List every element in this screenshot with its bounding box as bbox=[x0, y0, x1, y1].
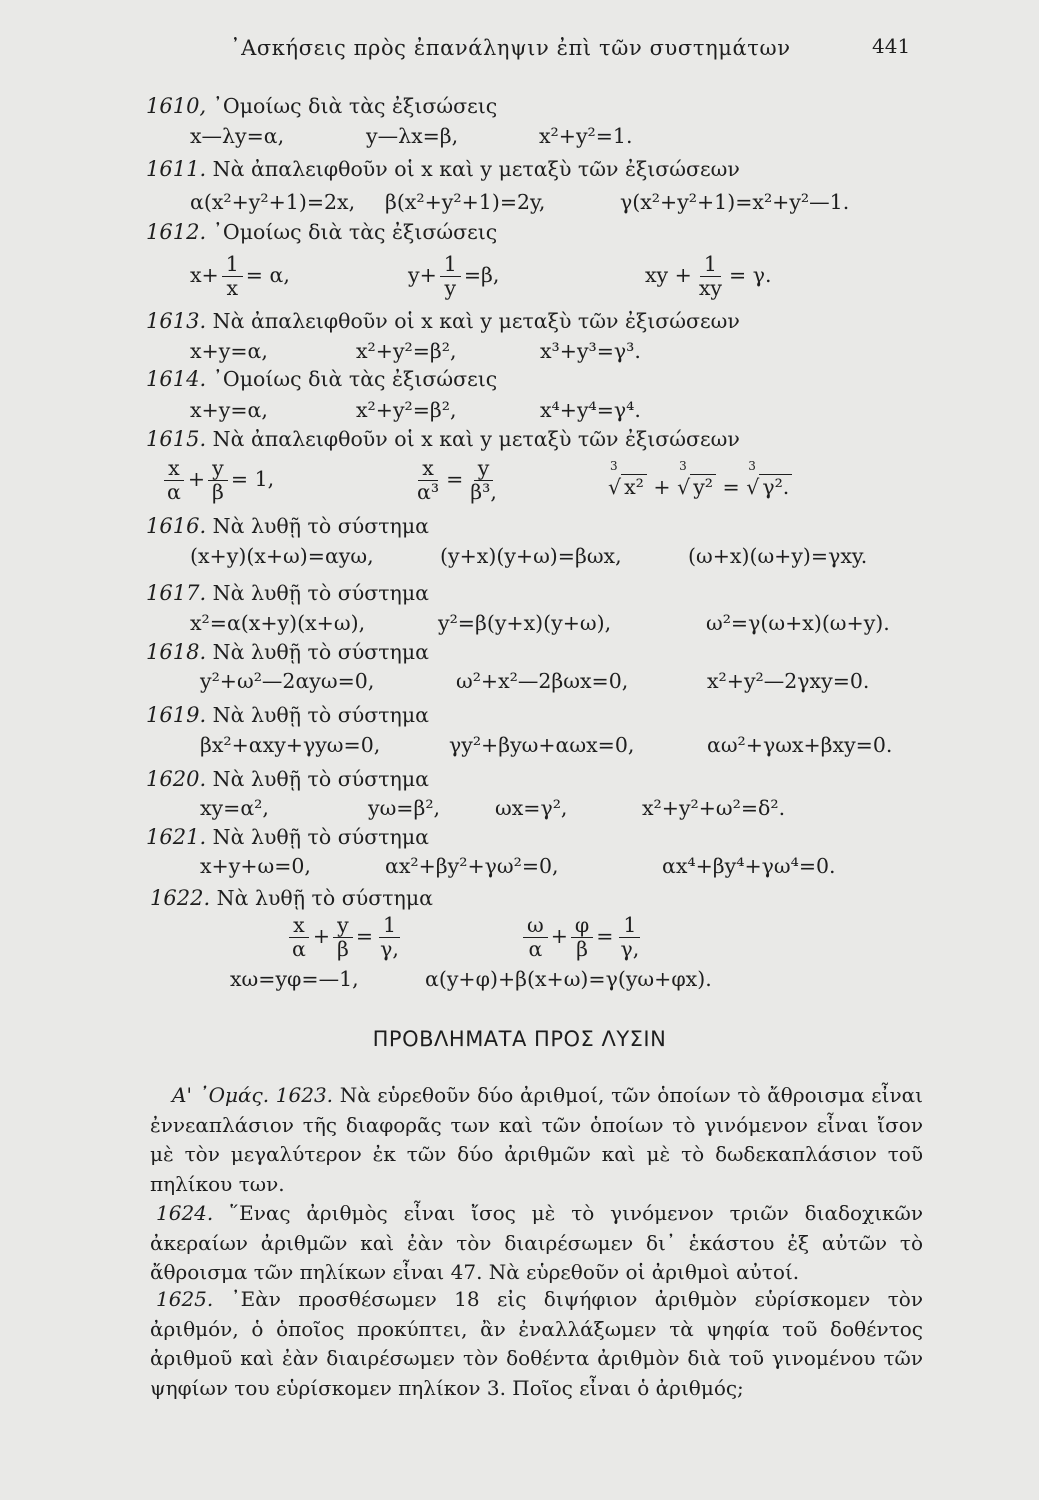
exercise-1615-statement bbox=[146, 427, 740, 451]
exercise-1612-statement bbox=[146, 220, 497, 244]
exercise-number: 1611. bbox=[146, 157, 207, 181]
exercise-1620-statement bbox=[146, 767, 429, 791]
equation: x+y=α, bbox=[190, 339, 268, 363]
equation: y—λx=β, bbox=[366, 124, 459, 148]
equation-fraction: y+ $\frac{1}{y}$ =β, bbox=[408, 252, 500, 300]
equation-fraction: xy + $\frac{1}{xy}$ = γ. bbox=[645, 252, 772, 300]
equation: αx²+βy²+γω²=0, bbox=[385, 854, 559, 878]
problem-1624 bbox=[150, 1199, 923, 1288]
equation: αx⁴+βy⁴+γω⁴=0. bbox=[662, 854, 836, 878]
exercise-1610-statement bbox=[146, 94, 497, 118]
exercise-text: ᾿Ομοίως διὰ τὰς ἐξισώσεις bbox=[212, 367, 498, 391]
equation: x²+y²+ω²=δ². bbox=[642, 796, 786, 820]
exercise-text: Νὰ ἀπαλειφθοῦν οἱ x καὶ y μεταξὺ τῶν ἐξισώσεων bbox=[212, 427, 740, 451]
running-header: ᾿Ασκήσεις πρὸς ἐπανάληψιν ἐπὶ τῶν συστημάτων bbox=[230, 36, 791, 60]
exercise-number: 1613. bbox=[146, 309, 207, 333]
exercise-1618-statement bbox=[146, 640, 429, 664]
exercise-text: ᾿Ομοίως διὰ τὰς ἐξισώσεις bbox=[212, 220, 498, 244]
equation: y²+ω²—2αyω=0, bbox=[200, 669, 375, 693]
exercise-text: Νὰ λυθῇ τὸ σύστημα bbox=[212, 640, 429, 664]
equation: yω=β², bbox=[368, 796, 441, 820]
exercise-text: Νὰ λυθῇ τὸ σύστημα bbox=[212, 825, 429, 849]
equation: αω²+γωx+βxy=0. bbox=[707, 733, 893, 757]
equation: x²+y²—2γxy=0. bbox=[707, 669, 870, 693]
equation: y²=β(y+x)(y+ω), bbox=[438, 611, 612, 635]
equation: ω²+x²—2βωx=0, bbox=[456, 669, 629, 693]
equation: x—λy=α, bbox=[190, 124, 285, 148]
exercise-number: 1612. bbox=[146, 220, 207, 244]
equation-fraction: $\frac{x}{\alpha}$ + $\frac{y}{\beta}$ = $\frac{1}{\gamma,}$ bbox=[285, 915, 406, 960]
equation: x²+y²=1. bbox=[539, 124, 633, 148]
exercise-number: 1610, bbox=[146, 94, 207, 118]
exercise-1622-statement bbox=[150, 886, 433, 910]
equation: x²=α(x+y)(x+ω), bbox=[190, 611, 366, 635]
equation: (x+y)(x+ω)=αyω, bbox=[190, 544, 374, 568]
problem-number: 1624. bbox=[156, 1201, 214, 1225]
exercise-text: Νὰ λυθῇ τὸ σύστημα bbox=[212, 581, 429, 605]
equation: x+y=α, bbox=[190, 398, 268, 422]
equation: α(y+φ)+β(x+ω)=γ(yω+φx). bbox=[425, 967, 712, 991]
equation-cube-roots: 3 √ x² + 3 √ y² = 3 √ γ². bbox=[608, 475, 792, 499]
exercise-text: Νὰ λυθῇ τὸ σύστημα bbox=[216, 886, 433, 910]
equation-fraction: $\frac{x}{\alpha}$ + $\frac{y}{\beta}$ = 1, bbox=[160, 458, 274, 503]
equation: (ω+x)(ω+y)=γxy. bbox=[688, 544, 868, 568]
equation: ωx=γ², bbox=[495, 796, 568, 820]
page-number: 441 bbox=[872, 34, 911, 58]
problem-1625 bbox=[150, 1285, 923, 1403]
equation: x³+y³=γ³. bbox=[540, 339, 641, 363]
exercise-text: Νὰ ἀπαλειφθοῦν οἱ x καὶ y μεταξὺ τῶν ἐξισώσεων bbox=[212, 157, 740, 181]
exercise-number: 1614. bbox=[146, 367, 207, 391]
exercise-1619-statement bbox=[146, 703, 429, 727]
problem-number: 1625. bbox=[156, 1287, 214, 1311]
exercise-number: 1621. bbox=[146, 825, 207, 849]
exercise-1613-statement bbox=[146, 309, 740, 333]
equation: x²+y²=β², bbox=[356, 339, 457, 363]
equation-fraction: $\frac{x}{\text{α³}}$ = $\frac{y}{\text{β³,}}$ bbox=[417, 456, 497, 504]
equation: xy=α², bbox=[200, 796, 269, 820]
exercise-number: 1620. bbox=[146, 767, 207, 791]
equation: γy²+βyω+αωx=0, bbox=[449, 733, 635, 757]
exercise-number: 1617. bbox=[146, 581, 207, 605]
exercise-text: Νὰ λυθῇ τὸ σύστημα bbox=[212, 514, 429, 538]
problem-text: ᾿Εὰν προσθέσωμεν 18 εἰς διψήφιον ἀριθμὸν εὑρίσκομεν τὸν ἀριθμόν, ὁ ὁποῖος προκύπτει, ἂν ἐναλλάξωμεν τὰ ψηφία τοῦ δοθέντος ἀριθμοῦ καὶ ἐὰν διαιρέσωμεν τὸν δοθέντα ἀριθμὸν διὰ τοῦ γινομένου τῶν ψηφίων του εὑρίσκομεν πηλίκον 3. Ποῖος εἶναι ὁ ἀριθμός; bbox=[150, 1287, 923, 1400]
equation: x+y+ω=0, bbox=[200, 854, 311, 878]
exercise-number: 1616. bbox=[146, 514, 207, 538]
exercise-text: ᾿Ομοίως διὰ τὰς ἐξισώσεις bbox=[212, 94, 498, 118]
exercise-number: 1618. bbox=[146, 640, 207, 664]
exercise-number: 1619. bbox=[146, 703, 207, 727]
exercise-1621-statement bbox=[146, 825, 429, 849]
equation: γ(x²+y²+1)=x²+y²—1. bbox=[620, 190, 850, 214]
exercise-number: 1622. bbox=[150, 886, 211, 910]
exercise-text: Νὰ λυθῇ τὸ σύστημα bbox=[212, 703, 429, 727]
equation: x⁴+y⁴=γ⁴. bbox=[540, 398, 641, 422]
equation: ω²=γ(ω+x)(ω+y). bbox=[706, 611, 890, 635]
problem-number: 1623. bbox=[275, 1083, 334, 1107]
group-label: Α' ᾿Ομάς. bbox=[172, 1083, 270, 1107]
problem-1623 bbox=[150, 1081, 923, 1199]
exercise-1617-statement bbox=[146, 581, 429, 605]
exercise-number: 1615. bbox=[146, 427, 207, 451]
equation: x²+y²=β², bbox=[356, 398, 457, 422]
exercise-text: Νὰ λυθῇ τὸ σύστημα bbox=[212, 767, 429, 791]
equation: β(x²+y²+1)=2y, bbox=[385, 190, 546, 214]
equation: βx²+αxy+γyω=0, bbox=[200, 733, 381, 757]
exercise-text: Νὰ ἀπαλειφθοῦν οἱ x καὶ y μεταξὺ τῶν ἐξισώσεων bbox=[212, 309, 740, 333]
exercise-1611-statement bbox=[146, 157, 740, 181]
section-title: ΠΡΟΒΛΗΜΑΤΑ ΠΡΟΣ ΛΥΣΙΝ bbox=[372, 1027, 667, 1051]
problem-text: Νὰ εὑρεθοῦν δύο ἀριθμοί, τῶν ὁποίων τὸ ἄθροισμα εἶναι ἐννεαπλάσιον τῆς διαφορᾶς των καὶ τῶν ὁποίων τὸ γινόμενον εἶναι ἴσον μὲ τὸν μεγαλύτερον ἐκ τῶν δύο ἀριθμῶν καὶ μὲ τὸ δωδεκαπλάσιον τοῦ πηλίκου των. bbox=[150, 1083, 924, 1196]
exercise-1614-statement bbox=[146, 367, 497, 391]
exercise-1616-statement bbox=[146, 514, 429, 538]
equation: xω=yφ=—1, bbox=[230, 967, 359, 991]
problem-text: ῞Ενας ἀριθμὸς εἶναι ἴσος μὲ τὸ γινόμενον τριῶν διαδοχικῶν ἀκεραίων ἀριθμῶν καὶ ἐὰν τὸν διαιρέσωμεν δι᾿ ἑκάστου ἐξ αὐτῶν τὸ ἄθροισμα τῶν πηλίκων εἶναι 47. Νὰ εὑρεθοῦν οἱ ἀριθμοὶ αὐτοί. bbox=[150, 1201, 924, 1284]
equation-fraction: $\frac{\omega}{\alpha}$ + $\frac{\varphi}{\beta}$ = $\frac{1}{\gamma,}$ bbox=[520, 915, 646, 960]
equation: (y+x)(y+ω)=βωx, bbox=[440, 544, 622, 568]
equation: α(x²+y²+1)=2x, bbox=[190, 190, 356, 214]
equation-fraction: x+ $\frac{1}{x}$ = α, bbox=[190, 252, 290, 300]
